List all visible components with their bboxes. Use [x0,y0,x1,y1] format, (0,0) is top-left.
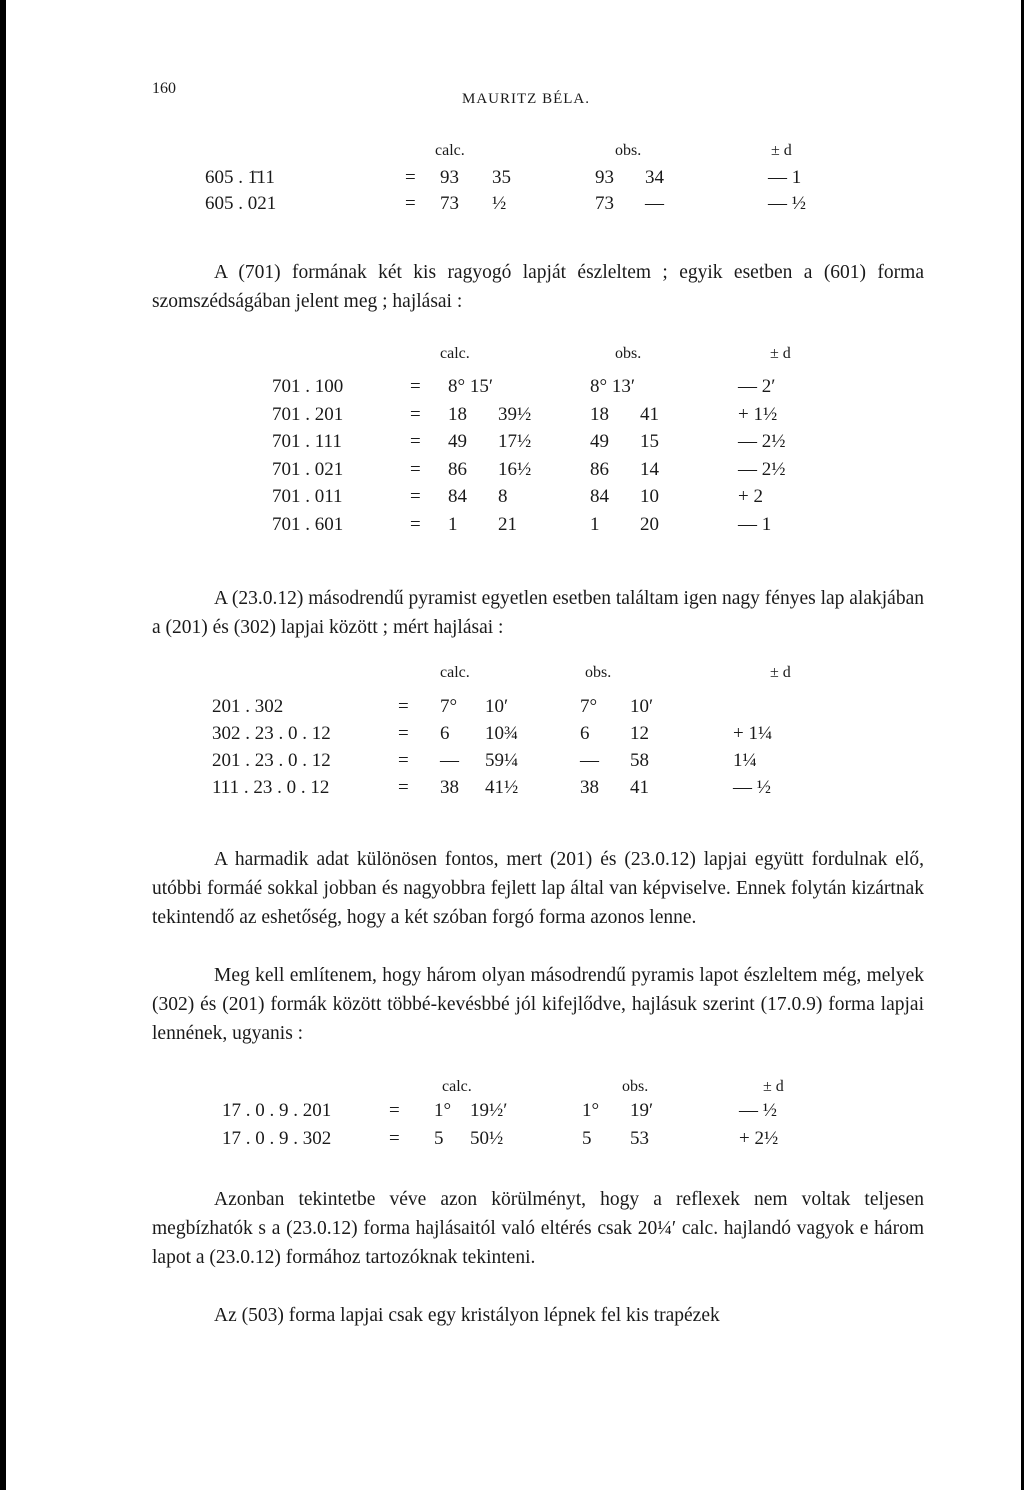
table-cell-calc-a: 1° [434,1100,452,1121]
table-cell-obs-b: 10 [640,486,659,507]
table-cell-obs-b: 14 [640,458,659,480]
table-cell-obs-b: 12 [630,723,649,744]
table-cell-form: 201 . 302 [212,696,284,717]
table-cell-form: 701 . 201 [272,403,344,425]
table-cell-calc-b: ½ [492,193,507,214]
table-cell-diff: — 1 [738,513,772,535]
table-cell-calc-a: 73 [440,193,459,214]
table-cell-obs-b: 20 [640,513,659,535]
table-cell-form: 701 . 601 [272,513,344,535]
table-cell-eq: = [410,403,421,425]
table-cell-eq: = [398,723,409,744]
table-cell-diff: — ½ [733,777,771,798]
table-cell-obs-b: 34 [645,167,664,188]
table-cell-calc-a: 18 [448,403,467,425]
paragraph-meg-kell: Meg kell említenem, hogy három olyan másodrendű pyramis lapot észleltem még, melyek (302) és (201) formák között többé-kevésbbé jól kifejlődve, hajlásuk szerint (17.0.9) forma lapjai lennének, ugyanis : [152,965,924,1044]
table-cell-obs-a: 18 [590,403,609,425]
table-cell-diff: — ½ [739,1100,777,1121]
table-cell-diff: + 2 [738,486,763,507]
table-cell-obs-a: 86 [590,458,609,480]
table-cell-form: 605 . 1̄11 [205,167,275,188]
table-cell-obs-a: 38 [580,777,599,798]
table-header-obs: obs. [585,664,612,681]
table-cell-form: 605 . 021 [205,193,277,214]
table-cell-calc-a: 5 [434,1127,444,1149]
table-cell-form: 17 . 0 . 9 . 201 [222,1100,332,1121]
table-cell-obs-a: 8° 13′ [590,376,636,397]
table-cell-eq: = [410,458,421,480]
table-cell-calc-a: — [440,750,459,771]
table-cell-form: 701 . 011 [272,486,343,507]
table-cell-form: 701 . 100 [272,376,344,397]
table-cell-eq: = [410,376,421,397]
table-cell-obs-a: 6 [580,723,590,744]
table-cell-calc-a: 6 [440,723,450,744]
table-header-obs: obs. [622,1078,649,1095]
table-cell-form: 17 . 0 . 9 . 302 [222,1127,332,1149]
table-cell-form: 701 . 021 [272,458,344,480]
table-cell-calc-a: 49 [448,431,467,452]
table-cell-obs-b: 41 [630,777,649,798]
table-cell-form: 701 . 111 [272,431,342,452]
table-cell-calc-b: 16½ [498,458,532,480]
scan-border-left [0,0,6,1490]
table-cell-form: 302 . 23 . 0 . 12 [212,723,331,744]
table-cell-eq: = [410,431,421,452]
table-cell-obs-b: 19′ [630,1100,654,1121]
table-cell-calc-a: 8° 15′ [448,376,494,397]
table-cell-calc-b: 17½ [498,431,532,452]
table-cell-eq: = [405,167,416,188]
table-header-d: ± d [763,1078,784,1095]
table-cell-calc-a: 93 [440,167,459,188]
table-header-d: ± d [770,345,791,362]
table-cell-calc-a: 86 [448,458,467,480]
table-cell-calc-a: 1 [448,513,458,535]
table-cell-diff: + 1½ [738,403,778,425]
table-cell-obs-a: 73 [595,193,614,214]
table-cell-calc-b: 50½ [470,1127,504,1149]
table-cell-diff: + 1¼ [733,723,773,744]
table-cell-obs-a: 93 [595,167,614,188]
paragraph-701: A (701) formának két kis ragyogó lapját észleltem ; egyik esetben a (601) forma szomszédságában jelent meg ; hajlásai : [152,262,924,312]
table-cell-form: 111 . 23 . 0 . 12 [212,777,330,798]
running-title: MAURITZ BÉLA. [462,91,590,107]
table-header-d: ± d [771,142,792,159]
table-cell-calc-b: 21 [498,513,517,535]
table-cell-eq: = [410,513,421,535]
table-cell-calc-a: 7° [440,696,458,717]
table-header-obs: obs. [615,142,642,159]
table-cell-obs-a: 7° [580,696,598,717]
table-cell-calc-a: 84 [448,486,467,507]
table-cell-eq: = [398,777,409,798]
table-cell-calc-b: 39½ [498,403,532,425]
table-cell-obs-b: 10′ [630,696,654,717]
table-header-d: ± d [770,664,791,681]
table-header-calc: calc. [440,664,470,681]
table-cell-calc-b: 35 [492,167,511,188]
table-cell-obs-a: 1° [582,1100,600,1121]
table-header-calc: calc. [440,345,470,362]
paragraph-azonban: Azonban tekintetbe véve azon körülményt, hogy a reflexek nem voltak teljesen megbízhatók s a (23.0.12) forma hajlásaitól való eltérés csak 20¼′ calc. hajlandó vagyok e három lapot a (23.0.12) formához tartozóknak tekinteni. [152,1189,924,1268]
table-cell-eq: = [410,486,421,507]
table-cell-eq: = [398,696,409,717]
table-cell-calc-b: 10¾ [485,723,519,744]
table-cell-calc-b: 8 [498,486,508,507]
table-cell-diff: — 1 [768,167,802,188]
table-cell-obs-a: 49 [590,431,609,452]
page-number: 160 [152,80,176,97]
table-cell-obs-a: — [580,750,599,771]
table-cell-eq: = [405,193,416,214]
table-cell-calc-b: 41½ [485,777,519,798]
table-cell-calc-b: 59¼ [485,750,519,771]
table-header-calc: calc. [435,142,465,159]
table-cell-obs-a: 84 [590,486,609,507]
table-cell-obs-b: 53 [630,1127,649,1149]
table-cell-calc-a: 38 [440,777,459,798]
table-cell-obs-b: 58 [630,750,649,771]
table-cell-diff: — 2′ [738,376,776,397]
paragraph-503: Az (503) forma lapjai csak egy kristályon lépnek fel kis trapézek [214,1305,720,1326]
table-cell-calc-b: 19½′ [470,1100,508,1121]
table-cell-diff: — 2½ [738,458,786,480]
table-cell-eq: = [389,1127,400,1149]
table-cell-diff: — ½ [768,193,806,214]
table-cell-eq: = [389,1100,400,1121]
paragraph-23-0-12: A (23.0.12) másodrendű pyramist egyetlen esetben találtam igen nagy fényes lap alakjában a (201) és (302) lapjai között ; mért hajlásai : [152,588,924,638]
table-cell-obs-b: 15 [640,431,659,452]
table-header-obs: obs. [615,345,642,362]
table-cell-obs-b: — [645,193,664,214]
table-cell-diff: 1¼ [733,750,757,771]
table-cell-obs-a: 1 [590,513,600,535]
table-cell-calc-b: 10′ [485,696,509,717]
table-cell-form: 201 . 23 . 0 . 12 [212,750,331,771]
table-cell-obs-b: 41 [640,403,659,425]
table-cell-obs-a: 5 [582,1127,592,1149]
table-header-calc: calc. [442,1078,472,1095]
table-cell-diff: + 2½ [739,1127,779,1149]
paragraph-harmadik: A harmadik adat különösen fontos, mert (201) és (23.0.12) lapjai együtt fordulnak elő, utóbbi formáé sokkal jobban és nagyobbra fejlett lap által van képviselve. Ennek folytán kizártnak tekintendő az eshetőség, hogy a két szóban forgó forma azonos lenne. [152,849,924,928]
table-cell-eq: = [398,750,409,771]
table-cell-diff: — 2½ [738,431,786,452]
